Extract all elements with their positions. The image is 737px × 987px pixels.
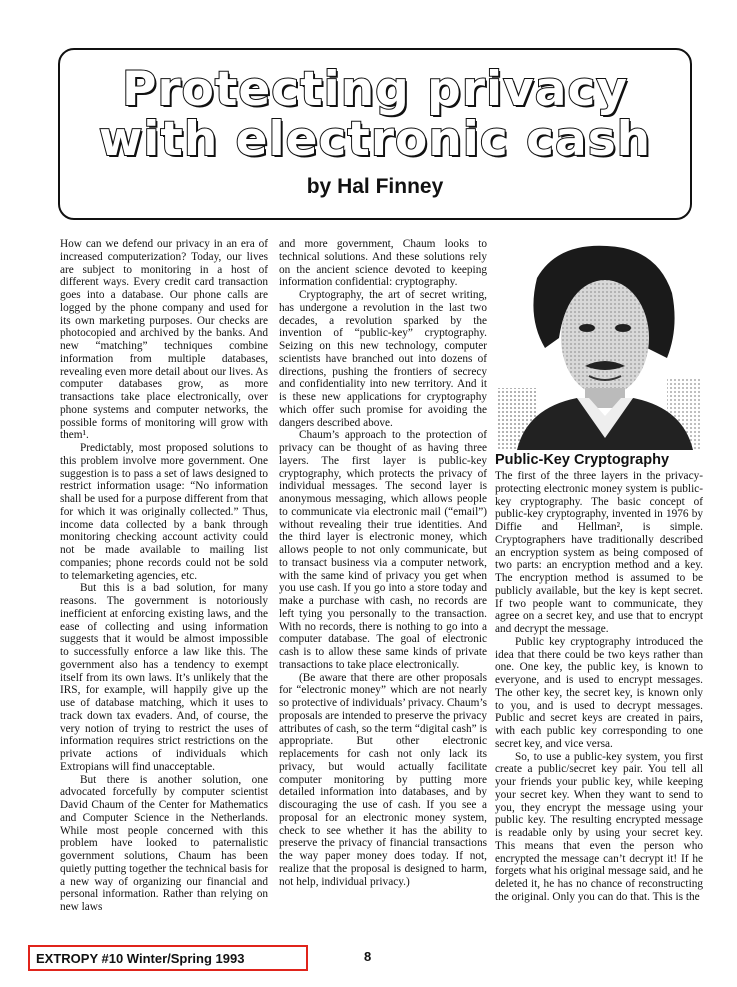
paragraph: So, to use a public-key system, you first create a public/secret key pair. You tell all your friends your public key, while keeping your secret key. When they want to send to you, they encrypt the message using your public key. The resulting encrypted message is readable only by using your secret key. This means that even the person who encrypted the message can’t decrypt it! If he forgets what his original message said, and he deleted it, he has no chance of reconstructing the original. Only you can do that. This is the	[495, 750, 703, 903]
paragraph: and more government, Chaum looks to technical solutions. And these solutions rely on the ancient science devoted to keeping information confidential: cryptography.	[279, 238, 487, 289]
paragraph: How can we defend our privacy in an era of increased computerization? Today, our lives are subject to monitoring in a host of different ways. Every credit card transaction goes into a database. Our phone calls are logged by the phone company and used for its own marketing purposes. Our checks are photocopied and archived by the banks. And new “matching” techniques combine information from multiple databases, revealing even more detail about our lives. As computer databases grow, as more transactions take place electronically, over phone systems and computer networks, the possible forms of monitoring will grow with them¹.	[60, 238, 268, 442]
paragraph: But this is a bad solution, for many reasons. The government is notoriously inefficient at enforcing existing laws, and the ease of collecting and using information suggests that it would be almost impossible to successfully enforce a law like this. The government also has a tendency to exempt itself from its own laws. It’s unlikely that the IRS, for example, will happily give up the use of database matching, which it uses to track down tax evaders. And, of course, the very notion of trying to restrict the uses of information requires strict restrictions on the private actions of individuals which Extropians will find unacceptable.	[60, 582, 268, 773]
paragraph: But there is another solution, one advocated forcefully by computer scientist David Chaum of the Center for Mathematics and Computer Science in the Netherlands. While most people concerned with this problem have looked to paternalistic government solutions, Chaum has been quietly putting together the technical basis for a new way of organizing our financial and personal information. Rather than relying on new laws	[60, 773, 268, 913]
paragraph: Predictably, most proposed solutions to this problem involve more government. One suggestion is to pass a set of laws designed to restrict information usage: “No information shall be used for a purpose different from that for which it was originally collected.” Thus, income data collected by a bank through monitoring checking account activity could not be made available to mailing list companies; phone records could not be sold to telemarketing agencies, etc.	[60, 442, 268, 582]
paragraph: The first of the three layers in the privacy-protecting electronic money system is public-key cryptography. The basic concept of public-key cryptography, invented in 1976 by Diffie and Hellman², is simple. Cryptographers have traditionally described an encryption system as being composed of two parts: an encryption method and a key. The encryption method is assumed to be publicly available, but the key is kept secret. If two people want to communicate, they agree on a secret key, and use that to encrypt and decrypt the message.	[495, 470, 703, 635]
headline-line-2: with electronic cash	[98, 112, 652, 167]
title-box	[58, 48, 692, 220]
paragraph: (Be aware that there are other proposals for “electronic money” which are not nearly so protective of individuals’ privacy. Chaum’s proposals are intended to preserve the privacy attributes of cash, so the term “digital cash” is appropriate. But other electronic replacements for cash not only lack its privacy, but would actually facilitate computer monitoring by putting more detailed information into databases, and by discouraging the use of cash. If you see a proposal for an electronic money system, check to see whether it has the ability to preserve the privacy of financial transactions the way paper money does today. If not, realize that the proposal is designed to harm, not help, individual privacy.)	[279, 671, 488, 888]
article-column-1	[60, 238, 268, 914]
article-column-3	[495, 470, 703, 904]
magazine-issue-text: EXTROPY #10 Winter/Spring 1993	[36, 951, 245, 966]
headline-line-1: Protecting privacy	[122, 62, 628, 117]
article-column-2	[279, 238, 487, 888]
magazine-issue-label	[28, 945, 308, 971]
section-heading: Public-Key Cryptography	[495, 452, 670, 468]
paragraph: Chaum’s approach to the protection of privacy can be thought of as having three layers. The first layer is public-key cryptography, which protects the privacy of individual messages. The second layer is anonymous messaging, which allows people to communicate via electronic mail (“email”) without revealing their true identities. And the third layer is electronic money, which allows people to not only communicate, but to transact business via a computer network, with the same kind of privacy you get when you use cash. If you go into a store today and make a purchase with cash, no records are left tying you personally to the transaction. With no records, there is nothing to go into a computer database. The goal of electronic cash is to allow these same kinds of private transactions to take place electronically.	[279, 429, 487, 671]
author-portrait-photo	[497, 238, 701, 450]
byline: by Hal Finney	[306, 175, 444, 198]
page-number: 8	[364, 949, 372, 964]
paragraph: Cryptography, the art of secret writing, has undergone a revolution in the last two decades, a revolution sparked by the invention of “public-key” cryptography. Seizing on this new technology, computer scientists have branched out into dozens of directions, pushing the frontiers of secrecy and confidentiality into new territory. And it is these new applications for cryptography which offer such promise for avoiding the dangers described above.	[279, 289, 487, 429]
paragraph: Public key cryptography introduced the idea that there could be two keys rather than one. One key, the public key, is known to everyone, and is used to encrypt messages. The other key, the secret key, is known only to you, and is used to decrypt messages. Public and secret keys are created in pairs, with each public key corresponding to one secret key, and vice versa.	[495, 635, 703, 750]
